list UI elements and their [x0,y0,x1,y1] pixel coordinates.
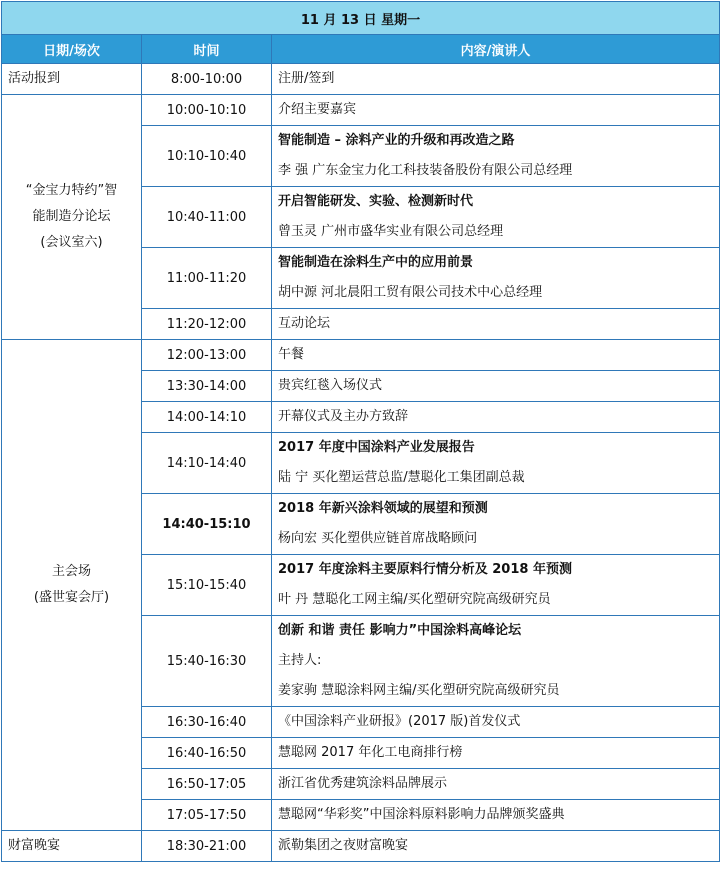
time-cell: 16:50-17:05 [142,769,272,800]
time-cell: 16:30-16:40 [142,707,272,738]
time-cell: 14:10-14:40 [142,433,272,494]
content-cell [272,738,720,769]
content-cell [272,555,720,616]
content-text: 贵宾红毯入场仪式 [278,378,383,393]
content-cell [272,95,720,126]
content-text: 《中国涂料产业研报》(2017 版)首发仪式 [278,714,521,729]
time-cell: 10:40-11:00 [142,187,272,248]
content-cell [272,187,720,248]
column-header-time: 时间 [142,35,272,64]
time-cell: 14:00-14:10 [142,402,272,433]
content-cell [272,371,720,402]
session-cell [2,64,142,95]
table-row [2,95,720,126]
time-cell: 8:00-10:00 [142,64,272,95]
content-text: 注册/签到 [278,71,335,86]
time-cell: 10:00-10:10 [142,95,272,126]
content-cell [272,707,720,738]
content-cell [272,800,720,831]
talk-title: 创新 和谐 责任 影响力”中国涂料高峰论坛 [278,623,522,638]
content-text: 姜家驹 慧聪涂料网主编/买化塑研究院高级研究员 [278,683,560,698]
content-text: 介绍主要嘉宾 [278,102,357,117]
content-text: 慧聪网 2017 年化工电商排行榜 [278,745,463,760]
time-cell: 15:10-15:40 [142,555,272,616]
session-label: (盛世宴会厅) [33,590,110,605]
session-label: 活动报到 [8,71,61,86]
column-header-session: 日期/场次 [2,35,142,64]
talk-title: 智能制造在涂料生产中的应用前景 [278,255,474,270]
session-label: 能制造分论坛 [32,209,111,224]
content-text: 慧聪网“华彩奖”中国涂料原料影响力品牌颁奖盛典 [278,807,565,822]
content-cell [272,769,720,800]
talk-title: 开启智能研发、实验、检测新时代 [278,194,474,209]
content-text: 互动论坛 [278,316,331,331]
content-cell [272,64,720,95]
talk-title: 2018 年新兴涂料领域的展望和预测 [278,501,488,516]
content-cell [272,248,720,309]
day-header: 11 月 13 日 星期一 [2,2,720,35]
session-cell [2,95,142,340]
content-text: 陆 宁 买化塑运营总监/慧聪化工集团副总裁 [278,470,525,485]
time-cell: 11:00-11:20 [142,248,272,309]
content-cell [272,126,720,187]
content-text: 主持人: [278,653,322,668]
time-cell: 14:40-15:10 [142,494,272,555]
time-cell: 13:30-14:00 [142,371,272,402]
content-cell [272,831,720,862]
table-row [2,831,720,862]
content-text: 午餐 [278,347,305,362]
table-row [2,340,720,371]
time-cell: 12:00-13:00 [142,340,272,371]
content-text: 开幕仪式及主办方致辞 [278,409,409,424]
content-cell [272,309,720,340]
time-cell: 15:40-16:30 [142,616,272,707]
time-cell: 11:20-12:00 [142,309,272,340]
content-text: 叶 丹 慧聪化工网主编/买化塑研究院高级研究员 [278,592,551,607]
session-label: (会议室六) [40,235,103,250]
schedule-body [2,64,720,862]
session-label: 主会场 [51,564,91,579]
content-text: 曾玉灵 广州市盛华实业有限公司总经理 [278,224,504,239]
content-text: 李 强 广东金宝力化工科技装备股份有限公司总经理 [278,163,573,178]
talk-title: 2017 年度中国涂料产业发展报告 [278,440,475,455]
schedule-table [1,1,720,862]
time-cell: 18:30-21:00 [142,831,272,862]
session-cell [2,340,142,831]
content-text: 胡中源 河北晨阳工贸有限公司技术中心总经理 [278,285,543,300]
time-cell: 16:40-16:50 [142,738,272,769]
talk-title: 智能制造 – 涂料产业的升级和再改造之路 [278,133,515,148]
session-label: 财富晚宴 [8,838,61,853]
time-cell: 10:10-10:40 [142,126,272,187]
session-label: “金宝力特约”智 [25,183,118,198]
content-text: 派勒集团之夜财富晚宴 [278,838,409,853]
content-cell [272,494,720,555]
content-cell [272,340,720,371]
content-cell [272,433,720,494]
time-cell: 17:05-17:50 [142,800,272,831]
content-text: 杨向宏 买化塑供应链首席战略顾问 [278,531,478,546]
session-cell [2,831,142,862]
table-row [2,64,720,95]
content-text: 浙江省优秀建筑涂料品牌展示 [278,776,448,791]
column-header-content: 内容/演讲人 [272,35,720,64]
content-cell [272,616,720,707]
content-cell [272,402,720,433]
talk-title: 2017 年度涂料主要原料行情分析及 2018 年预测 [278,562,572,577]
